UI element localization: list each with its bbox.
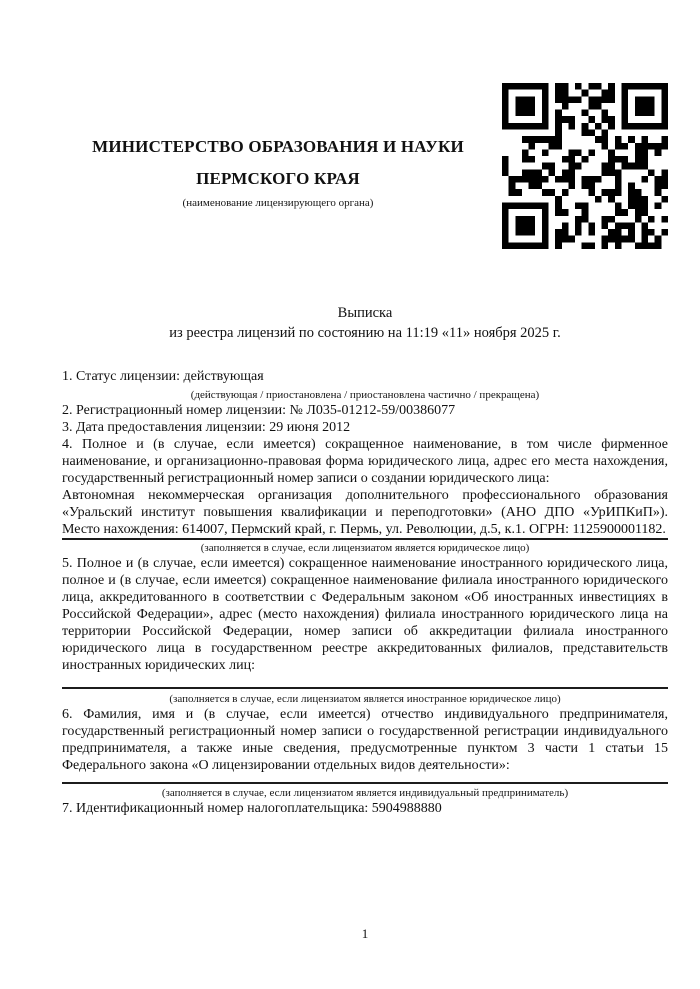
item-5-answer-line <box>62 687 668 689</box>
ministry-name-line2: ПЕРМСКОГО КРАЯ <box>196 169 360 188</box>
item-3-license-date: 3. Дата предоставления лицензии: 29 июня 2012 <box>62 420 351 435</box>
item-6-note: (заполняется в случае, если лицензиатом является индивидуальный предприниматель) <box>161 787 569 799</box>
page-number: 1 <box>361 926 369 941</box>
document-title <box>62 303 668 343</box>
ministry-name-line1: МИНИСТЕРСТВО ОБРАЗОВАНИЯ И НАУКИ <box>92 137 464 156</box>
item-1-license-status: 1. Статус лицензии: действующая <box>62 369 264 384</box>
licensing-authority-header <box>62 131 494 210</box>
item-7-taxpayer-number: 7. Идентификационный номер налогоплательщика: 5904988880 <box>62 801 442 816</box>
authority-caption: (наименование лицензирующего органа) <box>182 197 374 209</box>
item-2-registration-number: 2. Регистрационный номер лицензии: № Л035-01212-59/00386077 <box>62 403 456 418</box>
item-6-answer-line <box>62 782 668 784</box>
qr-code-icon <box>502 83 668 249</box>
item-4-question: 4. Полное и (в случае, если имеется) сокращенное наименование, в том числе фирменное наименование, и организационно-правовая форма юридического лица, адрес его места нахождения, государственный регистрационный номер записи о создании юридического лица: <box>62 437 668 486</box>
title-line1: Выписка <box>337 305 393 321</box>
item-6-question: 6. Фамилия, имя и (в случае, если имеется) отчество индивидуального предпринимателя, государственный регистрационный номер записи о государственной регистрации индивидуального предпринимателя, а также иные сведения, предусмотренные пунктом 3 части 1 статьи 15 Федерального закона «О лицензировании отдельных видов деятельности»: <box>62 707 668 773</box>
item-4-answer: Автономная некоммерческая организация дополнительного профессионального образования «Уральский институт повышения квалификации и переподготовки» (АНО ДПО «УрИПКиП»). Место нахождения: 614007, Пермский край, г. Пермь, ул. Революции, д.5, к.1. ОГРН: 1125900001182. <box>62 487 668 540</box>
document-body <box>62 368 668 817</box>
item-5-note: (заполняется в случае, если лицензиатом является иностранное юридическое лицо) <box>169 693 561 705</box>
item-5-question: 5. Полное и (в случае, если имеется) сокращенное наименование иностранного юридического лица, полное и (в случае, если имеется) сокращенное наименование филиала иностранного юридического лица, аккредитованного в соответствии с Федеральным законом «Об иностранных инвестициях в Российской Федерации», адрес (место нахождения) филиала иностранного юридического лица на территории Российской Федерации, номер записи об аккредитации филиала иностранного юридического лица в государственном реестре аккредитованных филиалов, представительств иностранных юридических лиц: <box>62 556 668 673</box>
item-4-note: (заполняется в случае, если лицензиатом является юридическое лицо) <box>200 542 530 554</box>
item-1-note: (действующая / приостановлена / приостановлена частично / прекращена) <box>190 389 540 401</box>
title-line2: из реестра лицензий по состоянию на 11:19 «11» ноября 2025 г. <box>169 325 561 341</box>
